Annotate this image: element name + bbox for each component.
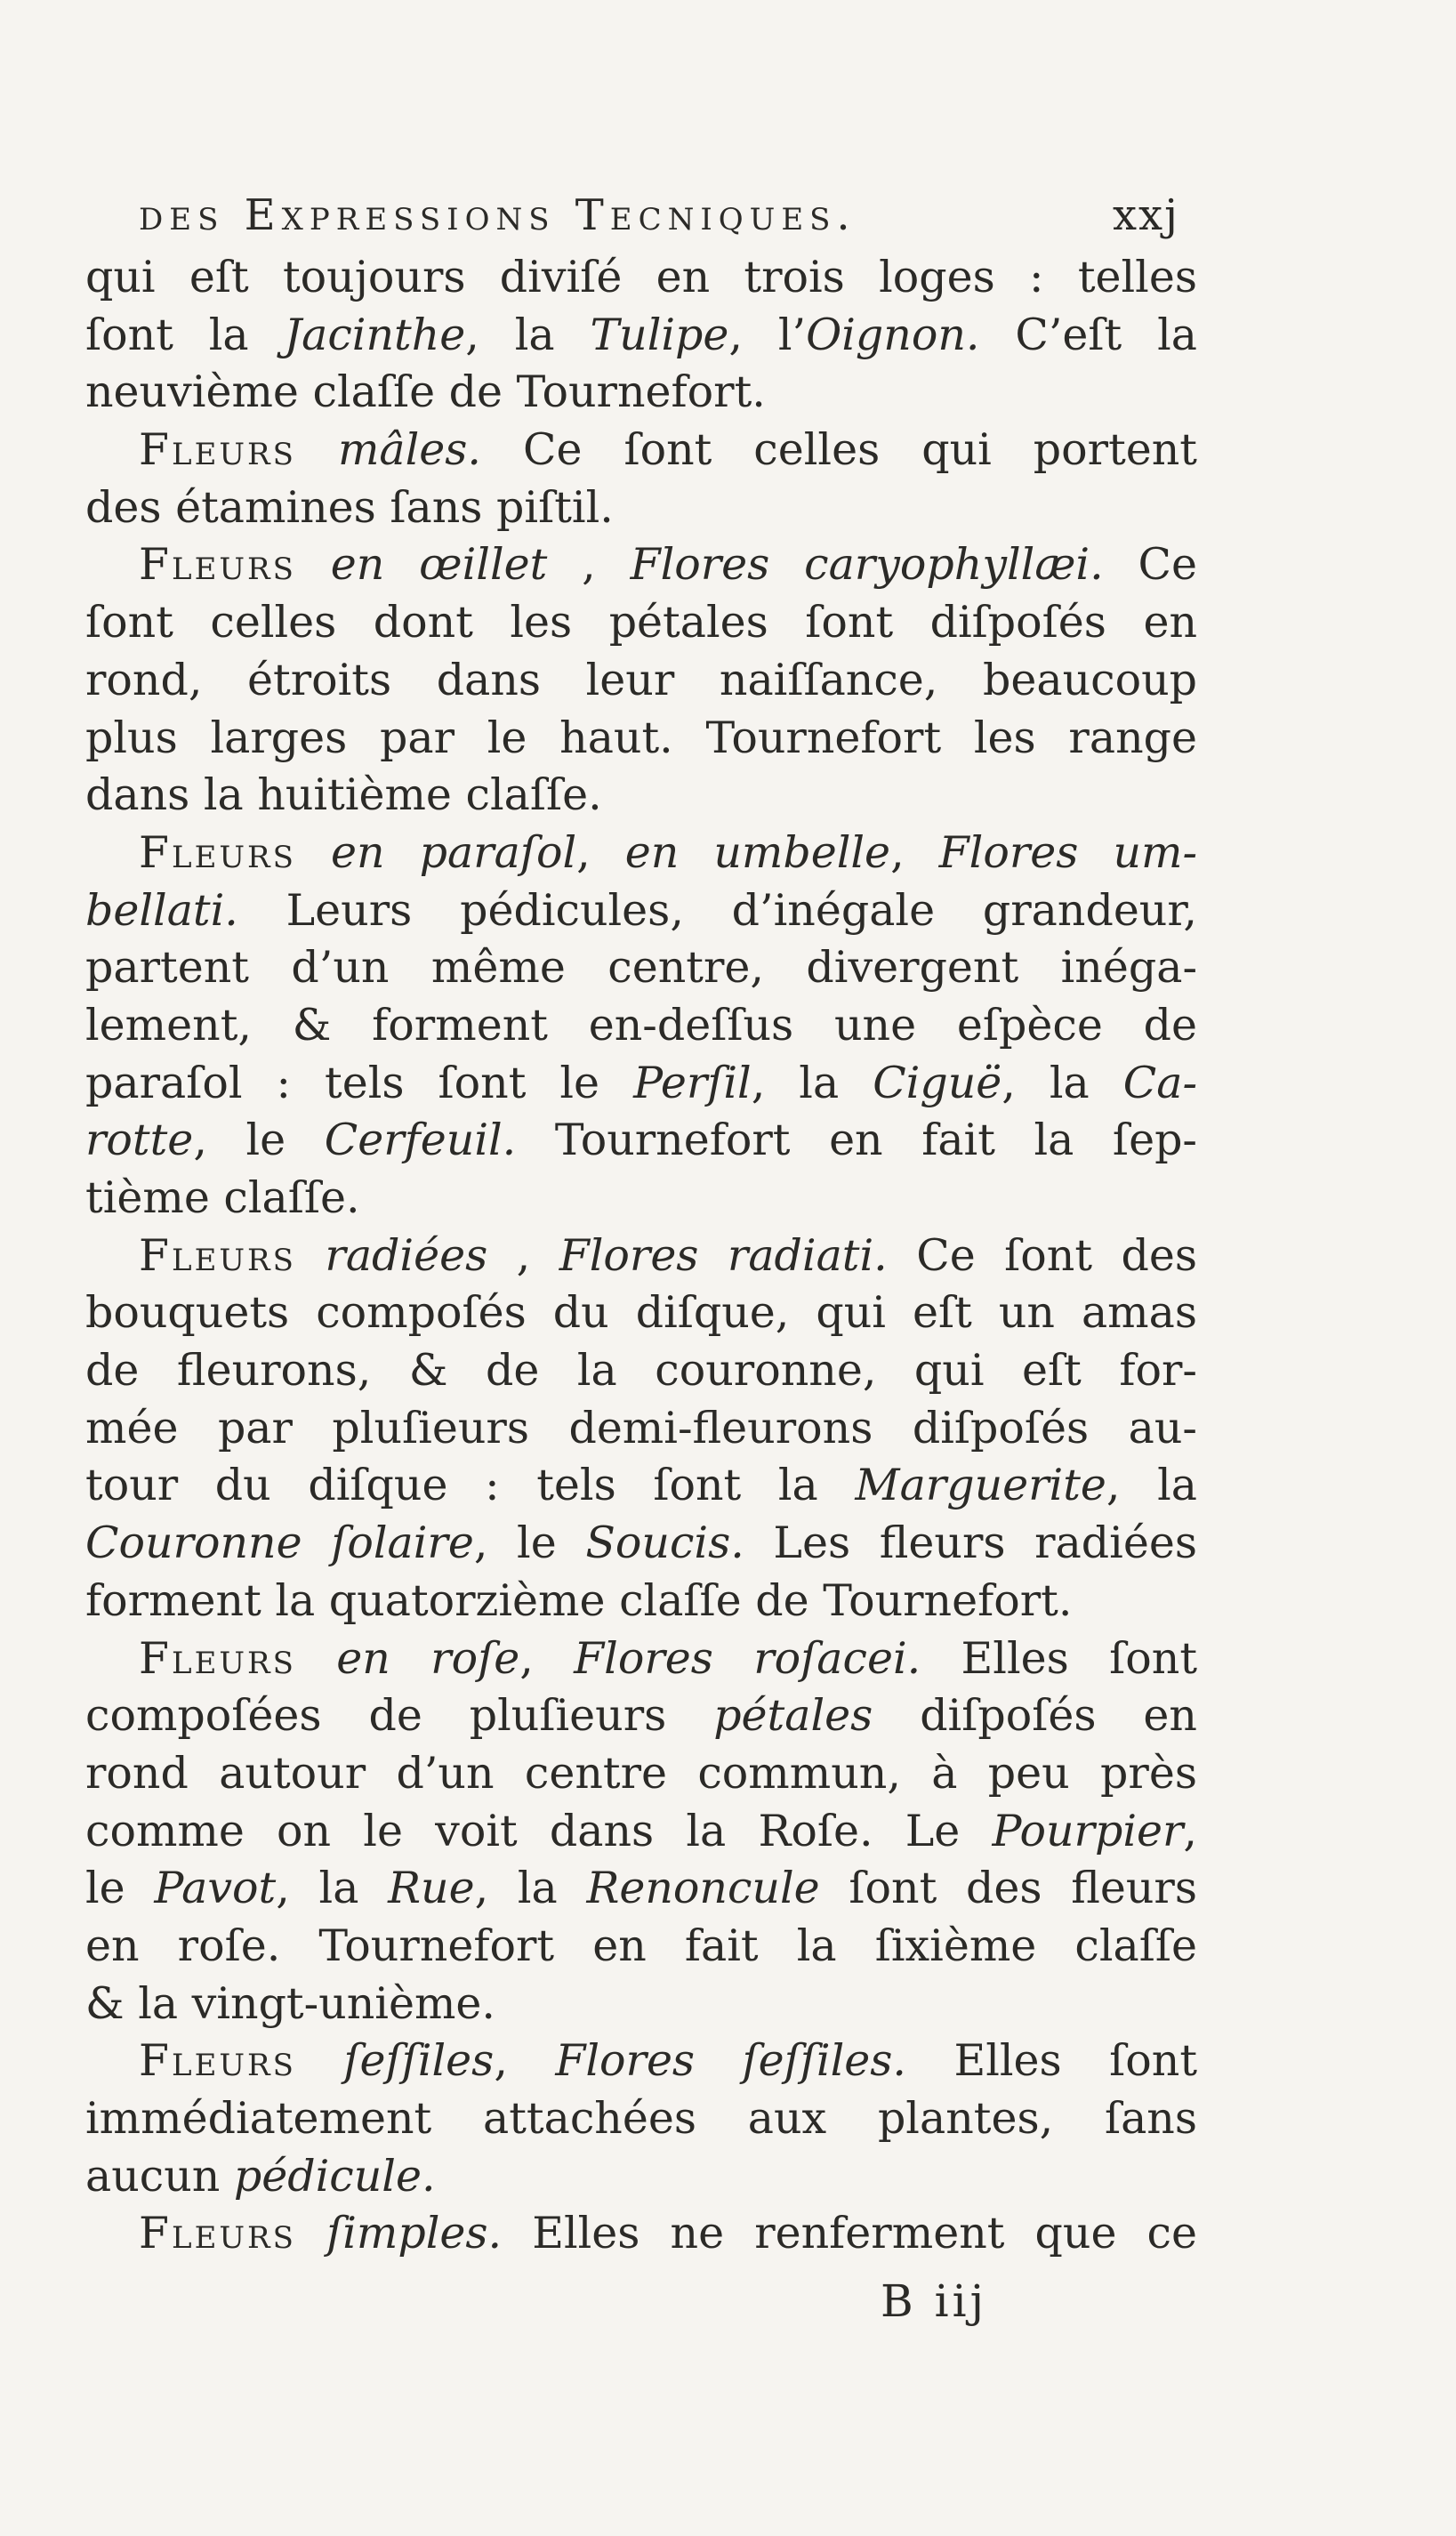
text-run [296, 827, 331, 878]
text-run: des étamines ſans piſtil. [85, 481, 614, 533]
text-run: , la [751, 1057, 873, 1108]
text-line [85, 2205, 1197, 2263]
text-run: , [1183, 1805, 1197, 1856]
text-run: partent d’un même centre, divergent inéga- [85, 942, 1197, 994]
text-line [85, 1515, 1197, 1573]
text-line [85, 1803, 1197, 1861]
text-run: , la [1106, 1460, 1197, 1511]
text-line [85, 652, 1197, 710]
italic-term: Ciguë [873, 1057, 1002, 1108]
italic-term: Couronne ſolaire [85, 1518, 474, 1569]
text-run: Ce [1103, 539, 1197, 591]
italic-term: Ca- [1122, 1057, 1197, 1108]
text-run: Les fleurs radiées [744, 1518, 1197, 1569]
body-text [85, 249, 1197, 2263]
entry-heading: Fleurs [139, 826, 296, 878]
italic-term: Cerfeuil. [324, 1115, 517, 1166]
text-run: , l’ [728, 309, 807, 360]
italic-term: Perſil [633, 1057, 752, 1108]
text-run [296, 1230, 325, 1281]
text-run: comme on le voit dans la Roſe. Le [85, 1805, 993, 1856]
italic-term: Soucis. [585, 1518, 744, 1569]
text-run: neuvième claſſe de Tournefort. [85, 366, 766, 418]
text-run: , le [473, 1518, 586, 1569]
text-run [296, 2035, 343, 2086]
page-number: xxj [1112, 190, 1179, 240]
text-line [85, 1745, 1197, 1803]
text-run: Ce ſont celles qui portent [481, 424, 1197, 476]
text-line [85, 1918, 1197, 1976]
text-run: , [494, 2035, 556, 2087]
italic-term: mâles. [337, 424, 482, 476]
text-line [85, 1687, 1197, 1745]
text-line [85, 1573, 1197, 1630]
text-run: plus larges par le haut. Tournefort les range [85, 712, 1197, 763]
text-run: , [576, 826, 625, 878]
text-run: immédiatement attachées aux plantes, ſans [85, 2093, 1197, 2144]
text-line [85, 1342, 1197, 1400]
entry-heading: Fleurs [139, 2035, 296, 2087]
text-line [85, 767, 1197, 825]
text-run: , [547, 539, 631, 591]
italic-term: ſimples. [326, 2208, 503, 2259]
italic-term: Jacinthe [284, 309, 466, 360]
italic-term: Pourpier [992, 1805, 1184, 1856]
text-run: qui eſt toujours diviſé en trois loges : telles [85, 252, 1197, 302]
italic-term: radiées [325, 1229, 488, 1281]
italic-term: Marguerite [855, 1460, 1106, 1511]
text-run: de fleurons, & de la couronne, qui eſt for- [85, 1345, 1197, 1397]
text-line [85, 939, 1197, 997]
text-run: Leurs pédicules, d’inégale grandeur, [237, 884, 1197, 936]
text-run: lement, & forment en-deſſus une eſpèce de [85, 999, 1197, 1051]
text-run: tour du diſque : tels ſont la [85, 1460, 856, 1511]
text-line [85, 536, 1197, 594]
italic-term: Tulipe [590, 309, 729, 360]
text-run: , [890, 826, 939, 878]
text-run: ſont celles dont les pétales ſont diſpoſés en [85, 597, 1197, 648]
text-block [85, 187, 1197, 2263]
text-line [85, 710, 1197, 768]
text-run [296, 1633, 336, 1684]
italic-term: Renoncule [586, 1863, 820, 1914]
text-run [296, 2208, 326, 2258]
italic-term: Flores roſacei. [574, 1632, 921, 1684]
text-line [85, 2090, 1197, 2148]
italic-term: Flores ſeſſiles. [555, 2035, 906, 2087]
text-line [85, 1457, 1197, 1515]
text-run: bouquets compoſés du diſque, qui eſt un amas [85, 1287, 1197, 1339]
text-line [85, 1170, 1197, 1228]
text-run: rond, étroits dans leur naiſſance, beaucoup [85, 654, 1197, 705]
text-run: , la [474, 1863, 587, 1914]
text-line [85, 364, 1197, 422]
text-run: Ce ſont des [887, 1229, 1197, 1281]
text-run: Elles ne renferment que ce [502, 2208, 1197, 2259]
entry-heading: Fleurs [139, 2208, 296, 2259]
text-line [85, 1630, 1197, 1688]
text-run: mée par pluſieurs demi-fleurons diſpoſés au- [85, 1402, 1197, 1453]
italic-term: en paraſol [331, 826, 577, 878]
text-line [85, 422, 1197, 479]
text-line [85, 1112, 1197, 1170]
text-run: ſont la [85, 309, 285, 360]
text-run: , [519, 1632, 575, 1684]
text-line [85, 594, 1197, 652]
italic-term: Oignon. [806, 309, 980, 360]
text-line [85, 2033, 1197, 2090]
italic-term: ſeſſiles [343, 2035, 495, 2087]
italic-term: Flores radiati. [559, 1229, 888, 1281]
text-run: aucun [85, 2150, 234, 2202]
text-run: Elles ſont [921, 1632, 1197, 1684]
italic-term: Flores caryophyllæi. [630, 539, 1104, 591]
text-line [85, 825, 1197, 882]
text-run: forment la quatorzième claſſe de Tournefort. [85, 1574, 1073, 1626]
text-run: tième claſſe. [85, 1172, 360, 1223]
text-run: & la vingt-unième. [85, 1977, 496, 2029]
running-title: des Expressions Tecniques. [139, 190, 857, 240]
italic-term: en œillet [330, 539, 548, 591]
italic-term: en umbelle [624, 826, 891, 878]
text-run: C’eſt la [979, 309, 1197, 360]
text-run: , [487, 1229, 559, 1281]
text-run: ſont des fleurs [819, 1863, 1197, 1914]
text-run: , la [1002, 1057, 1123, 1108]
signature-mark: B iij [881, 2275, 988, 2327]
text-run: , la [276, 1863, 389, 1914]
text-line [85, 1860, 1197, 1918]
text-run: rond autour d’un centre commun, à peu près [85, 1747, 1197, 1799]
italic-term: bellati. [85, 884, 238, 936]
text-run [296, 424, 338, 475]
italic-term: pétales [713, 1690, 873, 1742]
text-line [85, 2148, 1197, 2206]
text-line [85, 1284, 1197, 1342]
entry-heading: Fleurs [139, 424, 296, 476]
text-run: , la [465, 309, 591, 360]
text-run: paraſol : tels ſont le [85, 1057, 634, 1108]
italic-term: pédicule. [233, 2150, 436, 2202]
text-line [85, 1400, 1197, 1458]
text-line [85, 997, 1197, 1055]
text-run: Tournefort en fait la ſep- [516, 1115, 1197, 1166]
text-run: diſpoſés en [873, 1690, 1197, 1742]
text-run: , le [193, 1115, 325, 1166]
italic-term: en roſe [336, 1632, 520, 1684]
text-line [85, 479, 1197, 537]
text-run: le [85, 1863, 155, 1914]
text-line [85, 307, 1197, 365]
text-line [85, 1228, 1197, 1285]
entry-heading: Fleurs [139, 539, 296, 591]
text-line [85, 1055, 1197, 1113]
text-run: dans la huitième claſſe. [85, 769, 602, 821]
text-run: Elles ſont [906, 2035, 1197, 2087]
italic-term: Pavot [154, 1863, 277, 1914]
italic-term: Flores um- [938, 826, 1197, 878]
italic-term: rotte [85, 1115, 194, 1166]
entry-heading: Fleurs [139, 1632, 296, 1684]
running-header [139, 187, 1197, 244]
entry-heading: Fleurs [139, 1229, 296, 1281]
text-line [85, 249, 1197, 307]
text-line [85, 882, 1197, 940]
text-line [85, 1976, 1197, 2033]
text-run: compoſées de pluſieurs [85, 1690, 714, 1742]
italic-term: Rue [388, 1863, 475, 1914]
text-run [296, 539, 331, 590]
text-run: en roſe. Tournefort en fait la ſixième claſſe [85, 1920, 1197, 1971]
